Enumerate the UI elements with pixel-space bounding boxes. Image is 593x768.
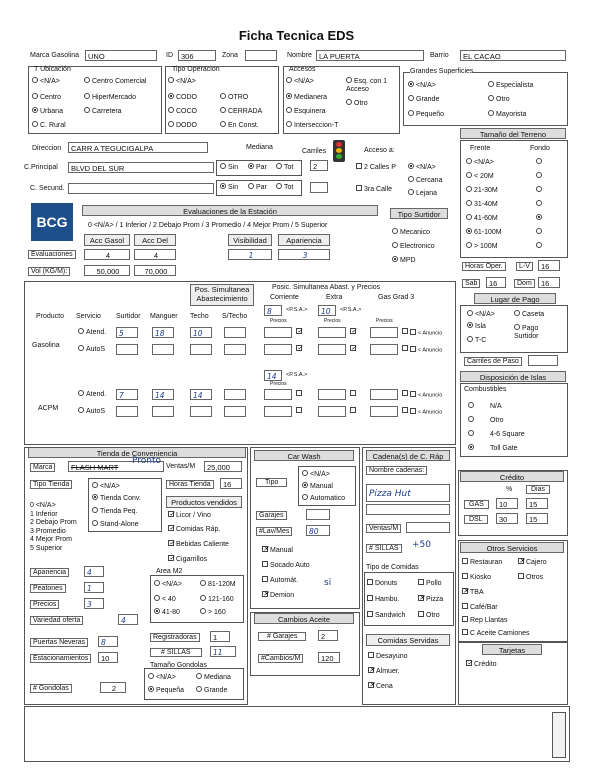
pago-isla[interactable]: Isla: [467, 323, 486, 330]
frente-option[interactable]: 21-30M: [466, 187, 498, 194]
superficies-label: Grandes Superficies: [410, 68, 474, 75]
credito-gas-dias[interactable]: 15: [526, 498, 548, 509]
aceite-garajes-field[interactable]: 2: [318, 630, 338, 641]
cw-auto[interactable]: Automatico: [302, 495, 345, 502]
tienda-apariencia-label: Apariencia: [30, 568, 69, 577]
precio-check[interactable]: ✓: [351, 328, 357, 336]
producto-cell[interactable]: [190, 344, 212, 355]
apariencia-btn[interactable]: Apariencia: [278, 234, 330, 246]
precio-cell[interactable]: [318, 327, 346, 338]
pago-caseta[interactable]: Caseta: [514, 311, 544, 318]
acc-3calle[interactable]: 3ra Calle: [356, 186, 392, 193]
op-dodo[interactable]: DODO: [168, 122, 197, 129]
area-160[interactable]: 121-160: [200, 596, 234, 603]
horas-tienda-label: Horas Tienda: [166, 480, 214, 489]
producto-cell[interactable]: 7: [116, 389, 138, 400]
sup-otro[interactable]: Otro: [488, 96, 510, 103]
producto-header: Surtidor: [116, 313, 141, 320]
sup-mayorista[interactable]: Mayorista: [488, 111, 526, 118]
cw-chk-demion[interactable]: ✕Demion: [263, 591, 295, 599]
med-par[interactable]: Par: [248, 164, 267, 171]
psa-label: <P.S.A.>: [286, 372, 308, 378]
op-cerrada[interactable]: CERRADA: [220, 108, 262, 115]
producto-cell[interactable]: [152, 344, 174, 355]
eval-scale: 0 <N/A> / 1 Inferior / 2 Debajo Prom / 3 Promedio / 4 Mejor Prom / 5 Superior: [88, 222, 328, 229]
horas-tienda-field[interactable]: 16: [220, 478, 242, 489]
lv-label: L-V: [516, 262, 533, 271]
frente-option[interactable]: 31-40M: [466, 201, 498, 208]
carriles-paso-field[interactable]: [528, 355, 558, 366]
tienda-sillas-field[interactable]: 11: [210, 646, 236, 657]
surt-mec[interactable]: Mecanico: [392, 229, 430, 236]
sab-label: Sab: [462, 279, 480, 288]
serv-otros[interactable]: Otros: [518, 574, 543, 581]
serv-restauran[interactable]: Restauran: [462, 559, 502, 566]
islas-header: Disposición de Islas: [460, 371, 566, 382]
acc-esquinera[interactable]: Esquinera: [286, 108, 326, 115]
producto-header: Techo: [190, 313, 209, 320]
tienda-sillas-label: # SILLAS: [150, 648, 202, 657]
cw-chk-manual[interactable]: ✕Manual: [263, 546, 293, 554]
barrio-field[interactable]: EL CACAO: [460, 50, 566, 61]
id-label: ID: [166, 52, 173, 59]
tienda-ventas-field[interactable]: 25,000: [204, 461, 242, 472]
sup-especialista[interactable]: Especialista: [488, 82, 533, 89]
terreno-header: Tamaño del Terreno: [460, 128, 566, 139]
precio-check[interactable]: [296, 408, 304, 415]
op-na[interactable]: <N/A>: [168, 78, 196, 85]
tipo-pollo[interactable]: Pollo: [418, 580, 442, 587]
zona-label: Zona: [222, 52, 238, 59]
comb-label: Combustibles: [464, 386, 507, 393]
tam-pequena[interactable]: Pequeña: [148, 687, 184, 694]
id-field[interactable]: 306: [178, 50, 216, 61]
tipo-pizza[interactable]: ✕Pizza: [419, 595, 444, 603]
precio-cell[interactable]: [264, 389, 292, 400]
cadena-header: Cadena(s) de C. Ráp: [366, 450, 450, 461]
cadena-ventas-label: Ventas/M: [366, 524, 401, 533]
eval-visibilidad[interactable]: 1: [228, 249, 272, 260]
cs-label: C. Secund.: [30, 185, 65, 192]
ubicacion-na[interactable]: <N/A>: [32, 78, 60, 85]
cadena-sillas-hw: +50: [412, 540, 431, 550]
acc-na[interactable]: <N/A>: [408, 164, 436, 171]
producto-cell[interactable]: [116, 406, 138, 417]
fondo-option[interactable]: [536, 215, 544, 222]
tienda-conv[interactable]: Tienda Conv.: [92, 495, 141, 502]
precio-check[interactable]: ✓: [351, 345, 357, 353]
producto-header: Producto: [36, 313, 65, 320]
frente-label: Frente: [470, 145, 491, 152]
marca-label: Marca Gasolina: [30, 52, 80, 59]
bcg-logo: BCG: [31, 203, 73, 241]
credito-dsl-label: DSL: [464, 515, 488, 524]
producto-cell[interactable]: 14: [190, 389, 212, 400]
tienda-stand[interactable]: Stand-Alone: [92, 521, 139, 528]
tipo-hambu[interactable]: Hambu.: [367, 596, 400, 603]
neveras-field[interactable]: 8: [98, 636, 118, 647]
cadena-nombre-label: Nombre cadenas:: [366, 466, 427, 475]
tienda-header: Tienda de Conveniencia: [28, 447, 246, 458]
tam-group: [144, 668, 244, 700]
serv-cafe[interactable]: Café/Bar: [462, 604, 498, 611]
tienda-marca-label: Marca: [30, 463, 55, 472]
precio-check[interactable]: ✓: [297, 328, 303, 336]
acc-medianera[interactable]: Medianera: [286, 94, 327, 101]
prod-cigarrillos[interactable]: ✓Cigarrillos: [169, 555, 208, 563]
tienda-apariencia-field[interactable]: 4: [84, 566, 104, 577]
med-tot[interactable]: Tot: [276, 164, 293, 171]
aceite-cambios-label: #Cambios/M: [258, 654, 303, 663]
fondo-option[interactable]: [536, 187, 544, 194]
serv-aceite-cam[interactable]: C Aceite Camiones: [462, 630, 530, 637]
acc-otro[interactable]: Otro: [346, 100, 368, 107]
aceite-cambios-field[interactable]: 120: [318, 652, 340, 663]
acc-2calles[interactable]: 2 Calles P: [356, 164, 396, 171]
acc-del-btn[interactable]: Acc Del: [134, 234, 176, 246]
cadena-nombre-field-2[interactable]: [366, 504, 450, 515]
vol-del[interactable]: 70,000: [134, 265, 176, 276]
ubicacion-carretera[interactable]: Carretera: [84, 108, 122, 115]
precios-label: Precios: [376, 318, 393, 324]
pago-surtidor[interactable]: Pago Surtidor: [514, 325, 539, 340]
horas-label: Horas Oper.: [462, 262, 506, 271]
visibilidad-btn[interactable]: Visibilidad: [228, 234, 272, 246]
acc-gasol-btn[interactable]: Acc Gasol: [84, 234, 130, 246]
op-codo[interactable]: CODO: [168, 94, 197, 101]
eval-acc-del[interactable]: 4: [134, 249, 176, 260]
producto-cell[interactable]: [224, 327, 246, 338]
op-otro[interactable]: OTRO: [220, 94, 248, 101]
anuncio-check[interactable]: < Anuncio: [410, 347, 442, 353]
evaluaciones-header: Evaluaciones de la Estación: [82, 205, 378, 216]
sup-pequeno[interactable]: Pequeño: [408, 111, 444, 118]
precio-cell[interactable]: [318, 406, 346, 417]
eval-row-label: Evaluaciones: [28, 250, 76, 259]
cs-field[interactable]: [68, 183, 214, 194]
cadena-sillas-label: # SILLAS: [366, 544, 402, 553]
anuncio-check[interactable]: < Anuncio: [410, 409, 442, 415]
med2-par[interactable]: Par: [248, 184, 267, 191]
frente-option[interactable]: 41-60M: [466, 215, 498, 222]
zona-field[interactable]: [245, 50, 277, 61]
regis-label: Registradoras: [150, 633, 200, 642]
precio-cell[interactable]: [264, 406, 292, 417]
producto-cell[interactable]: [116, 344, 138, 355]
carriles-field[interactable]: 2: [310, 160, 328, 171]
dom-field[interactable]: 16: [538, 277, 560, 288]
mediana-label: Mediana: [246, 144, 273, 151]
tienda-scale: 0 <N/A> 1 Inferior 2 Debajo Prom 3 Promedio 4 Mejor Prom 5 Superior: [30, 502, 77, 552]
tarjeta-credito[interactable]: ✓Crédito: [467, 660, 497, 668]
tienda-variedad-field[interactable]: 4: [118, 614, 138, 625]
serv-llantas[interactable]: Rep Llantas: [462, 617, 507, 624]
cw-lav-field[interactable]: 80: [306, 525, 330, 536]
credito-header: Crédito: [460, 471, 564, 482]
precios-label: Precios: [270, 381, 287, 387]
precio-cell[interactable]: [370, 406, 398, 417]
tienda-marca-field[interactable]: FLASH MART: [68, 461, 164, 472]
eval-apariencia[interactable]: 3: [278, 249, 330, 260]
frente-option[interactable]: 61-100M: [466, 229, 502, 236]
notes-scrollbar[interactable]: [552, 712, 566, 758]
precio-check[interactable]: [350, 391, 358, 398]
tienda-peatones-field[interactable]: 1: [84, 582, 104, 593]
tam-grande[interactable]: Grande: [196, 687, 227, 694]
ubicacion-label: T Ubicación: [34, 66, 71, 73]
precio-check[interactable]: [402, 408, 410, 415]
neveras-label: Puertas Neveras: [30, 638, 88, 647]
precio-check[interactable]: [296, 391, 304, 398]
estac-label: Estacionamientos: [30, 654, 91, 663]
precio-cell[interactable]: [264, 327, 292, 338]
psa-field[interactable]: 10: [318, 305, 336, 316]
frente-option[interactable]: < 20M: [466, 173, 494, 180]
servicios-header: Otros Servicios: [460, 542, 564, 553]
credito-dsl-pct[interactable]: 30: [496, 513, 518, 524]
tienda-na[interactable]: <N/A>: [92, 483, 120, 490]
tipo-sandwich[interactable]: Sandwich: [367, 612, 405, 619]
operacion-label: Tipo Operacion: [172, 66, 220, 73]
tipo-tienda-label: Tipo Tienda: [30, 480, 72, 489]
eval-acc-gasol[interactable]: 4: [84, 249, 130, 260]
pago-header: Lugar de Pago: [474, 293, 556, 304]
ubicacion-centro[interactable]: Centro: [32, 94, 61, 101]
precio-check[interactable]: ✓: [297, 345, 303, 353]
fondo-option[interactable]: [536, 159, 544, 166]
tienda-precios-field[interactable]: 3: [84, 598, 104, 609]
credito-gas-label: GAS: [464, 500, 489, 509]
dom-label: Dom: [514, 279, 535, 288]
barrio-label: Barrio: [430, 52, 449, 59]
vol-label: Vol (KG/M):: [28, 267, 70, 276]
cp-label: C.Principal: [24, 164, 58, 171]
aceite-garajes-label: # Garajes: [258, 632, 306, 641]
islas-otro[interactable]: Otro: [468, 417, 504, 424]
carwash-tipo-label: Tipo: [256, 478, 287, 487]
surt-elec[interactable]: Electronico: [392, 243, 435, 250]
area-40[interactable]: < 40: [154, 596, 176, 603]
traffic-light-icon: [333, 140, 345, 162]
area-80[interactable]: 41-80: [154, 609, 180, 616]
nombre-field[interactable]: LA PUERTA: [316, 50, 424, 61]
islas-toll[interactable]: Toll Gate: [468, 445, 518, 452]
serv-desayuno[interactable]: Desayuno: [368, 653, 408, 660]
cadena-tipo-label: Tipo de Comidas: [366, 564, 419, 571]
acc-esq[interactable]: Esq. con 1 Acceso: [346, 78, 388, 93]
serv-cena[interactable]: ✕Cena: [369, 682, 393, 690]
cp-field[interactable]: BLVD DEL SUR: [68, 162, 214, 173]
corriente-label: Corriente: [270, 294, 299, 301]
ubicacion-cc[interactable]: Centro Comercial: [84, 78, 146, 85]
sab-field[interactable]: 16: [486, 277, 506, 288]
direccion-label: Direccion: [32, 145, 62, 152]
acc-interseccion[interactable]: Interseccion-T: [286, 122, 338, 129]
med2-sin[interactable]: Sin: [220, 184, 238, 191]
surt-mpd[interactable]: MPD: [392, 257, 416, 264]
fondo-label: Fondo: [530, 145, 550, 152]
vol-gasol[interactable]: 50,000: [84, 265, 130, 276]
precio-cell[interactable]: [264, 344, 292, 355]
fondo-option[interactable]: [536, 229, 544, 236]
tienda-ventas-label: Ventas/M: [166, 463, 196, 470]
serv-almuer[interactable]: ✕Almuer.: [369, 667, 400, 675]
credito-pct-label: %: [506, 486, 513, 493]
cw-garajes-field[interactable]: [306, 509, 330, 520]
producto-cell[interactable]: 10: [190, 327, 212, 338]
cw-chk-socado[interactable]: Socado Auto: [262, 562, 310, 569]
tam-mediana[interactable]: Mediana: [196, 674, 231, 681]
precio-cell[interactable]: [318, 389, 346, 400]
anuncio-check[interactable]: < Anuncio: [410, 330, 442, 336]
ubicacion-hiper[interactable]: HiperMercado: [84, 94, 136, 101]
aceite-header: Cambios Aceite: [254, 613, 354, 624]
producto-header: Manguer: [150, 313, 178, 320]
precio-cell[interactable]: [318, 344, 346, 355]
nombre-label: Nombre: [287, 52, 312, 59]
cw-manual[interactable]: Manual: [302, 483, 333, 490]
producto-cell[interactable]: 14: [152, 389, 174, 400]
cw-garajes-label: Garajes: [256, 511, 287, 520]
credito-gas-pct[interactable]: 10: [496, 498, 518, 509]
gondolas-field[interactable]: 2: [100, 682, 126, 693]
acpm-label: ACPM: [38, 405, 59, 412]
tienda-peq[interactable]: Tienda Peq.: [92, 508, 138, 515]
precio-cell[interactable]: [370, 389, 398, 400]
lv-field[interactable]: 16: [538, 260, 560, 271]
psa-field[interactable]: 8: [264, 305, 282, 316]
op-const[interactable]: En Const.: [220, 122, 259, 129]
producto-cell[interactable]: 5: [116, 327, 138, 338]
op-coco[interactable]: COCO: [168, 108, 197, 115]
frente-option[interactable]: > 100M: [466, 243, 498, 250]
page-title: Ficha Tecnica EDS: [238, 28, 355, 43]
credito-dsl-dias[interactable]: 15: [526, 513, 548, 524]
psa-label: <P.S.A.>: [286, 307, 308, 313]
frente-option[interactable]: <N/A>: [466, 159, 494, 166]
direccion-field[interactable]: CARR A TEGUCIGALPA: [68, 142, 208, 153]
carriles-paso-label: Carriles de Paso: [464, 357, 522, 366]
cw-si-hw: si: [324, 578, 332, 588]
cw-lav-label: #Lav/Mes: [256, 527, 292, 536]
regis-field[interactable]: 1: [210, 631, 230, 642]
prod-bebidas[interactable]: ✓Bebidas Caliente: [169, 540, 229, 548]
area-gt160[interactable]: > 160: [200, 609, 226, 616]
producto-header: S/Techo: [222, 313, 248, 320]
posic-label: Posic. Simultanea Abast. y Precios: [272, 284, 381, 291]
producto-cell[interactable]: [224, 406, 246, 417]
terreno-group: [460, 140, 568, 258]
comidas-servidas-btn[interactable]: Comidas Servidas: [366, 634, 450, 646]
anuncio-check[interactable]: < Anuncio: [410, 392, 442, 398]
serv-cajero[interactable]: ✕Cajero: [519, 558, 547, 566]
tam-label: Tamaño Gondolas: [150, 662, 207, 669]
islas-square[interactable]: 4-6 Square: [468, 431, 525, 438]
acc-lejana[interactable]: Lejana: [408, 190, 437, 197]
precios-label: Precios: [324, 318, 341, 324]
precio-check[interactable]: [350, 408, 358, 415]
acc-na[interactable]: <N/A>: [286, 78, 314, 85]
precios-label: Precios: [270, 318, 287, 324]
prod-licor[interactable]: ✓Licor / Vino: [169, 511, 211, 519]
producto-cell[interactable]: [224, 344, 246, 355]
pago-na[interactable]: <N/A>: [467, 311, 495, 318]
gasolina-label: Gasolina: [32, 342, 60, 349]
tarjetas-header: Tarjetas: [482, 644, 542, 655]
area-label: Area M2: [156, 568, 183, 575]
productos-vendidos-btn[interactable]: Productos vendidos: [166, 496, 242, 508]
med2-tot[interactable]: Tot: [276, 184, 293, 191]
producto-cell[interactable]: [224, 389, 246, 400]
cw-na[interactable]: <N/A>: [302, 471, 330, 478]
islas-na[interactable]: N/A: [468, 403, 502, 410]
cw-chk-automat[interactable]: Automát.: [262, 577, 298, 584]
serv-kiosko[interactable]: Kiosko: [462, 574, 491, 581]
psa-field[interactable]: 14: [264, 370, 282, 381]
pos-simultanea-btn[interactable]: Pos. Simultanea Abastecimiento: [190, 284, 254, 306]
notes-area[interactable]: [24, 706, 570, 762]
fondo-option[interactable]: [536, 201, 544, 208]
ubicacion-rural[interactable]: C. Rural: [32, 122, 66, 129]
credito-dias-label: Dias: [526, 485, 550, 494]
acc-cercana[interactable]: Cercana: [408, 177, 442, 184]
surtidor-header: Tipo Surtidor: [390, 208, 448, 219]
marca-field[interactable]: UNO: [85, 50, 157, 61]
tipo-donuts[interactable]: Donuts: [367, 580, 397, 587]
area-120[interactable]: 81-120M: [200, 581, 236, 588]
estac-field[interactable]: 10: [98, 652, 118, 663]
psa-label: <P.S.A.>: [340, 307, 362, 313]
carriles-field-2[interactable]: [310, 182, 328, 193]
precio-cell[interactable]: [370, 344, 398, 355]
pago-tc[interactable]: T-C: [467, 337, 486, 344]
producto-cell[interactable]: [190, 406, 212, 417]
acceso-label: Acceso a:: [364, 147, 395, 154]
cadena-ventas-field[interactable]: [406, 522, 450, 533]
cadena-nombre-field[interactable]: Pizza Hut: [366, 484, 450, 502]
gondolas-label: # Gondolas: [30, 684, 72, 693]
precio-check[interactable]: [402, 346, 410, 353]
med-sin[interactable]: Sin: [220, 164, 238, 171]
accesos-label: Accesos: [289, 66, 316, 73]
fondo-option[interactable]: [536, 243, 544, 250]
tienda-marca-hw: Pronto: [132, 456, 162, 466]
sup-grande[interactable]: Grande: [408, 96, 439, 103]
sup-na[interactable]: <N/A>: [408, 82, 436, 89]
tam-na[interactable]: <N/A>: [148, 674, 176, 681]
precio-cell[interactable]: [370, 327, 398, 338]
precio-check[interactable]: [402, 391, 410, 398]
precio-check[interactable]: [402, 329, 410, 336]
serv-tba[interactable]: ✕TBA: [463, 588, 484, 596]
gas3-label: Gas Grad 3: [378, 294, 415, 301]
producto-cell[interactable]: [152, 406, 174, 417]
area-na[interactable]: <N/A>: [154, 581, 182, 588]
producto-cell[interactable]: 18: [152, 327, 174, 338]
tienda-variedad-label: Variedad oferta: [30, 616, 83, 625]
tienda-peatones-label: Peatones: [30, 584, 66, 593]
tipo-otro[interactable]: Otro: [418, 612, 440, 619]
fondo-option[interactable]: [536, 173, 544, 180]
tienda-precios-label: Precios: [30, 600, 59, 609]
producto-header: Servicio: [76, 313, 101, 320]
ubicacion-urbana[interactable]: Urbana: [32, 108, 63, 115]
carriles-label: Carriles: [302, 148, 327, 155]
carwash-header: Car Wash: [254, 450, 354, 461]
extra-label: Extra: [326, 294, 343, 301]
prod-comidas[interactable]: ✓Comidas Ráp.: [169, 525, 221, 533]
